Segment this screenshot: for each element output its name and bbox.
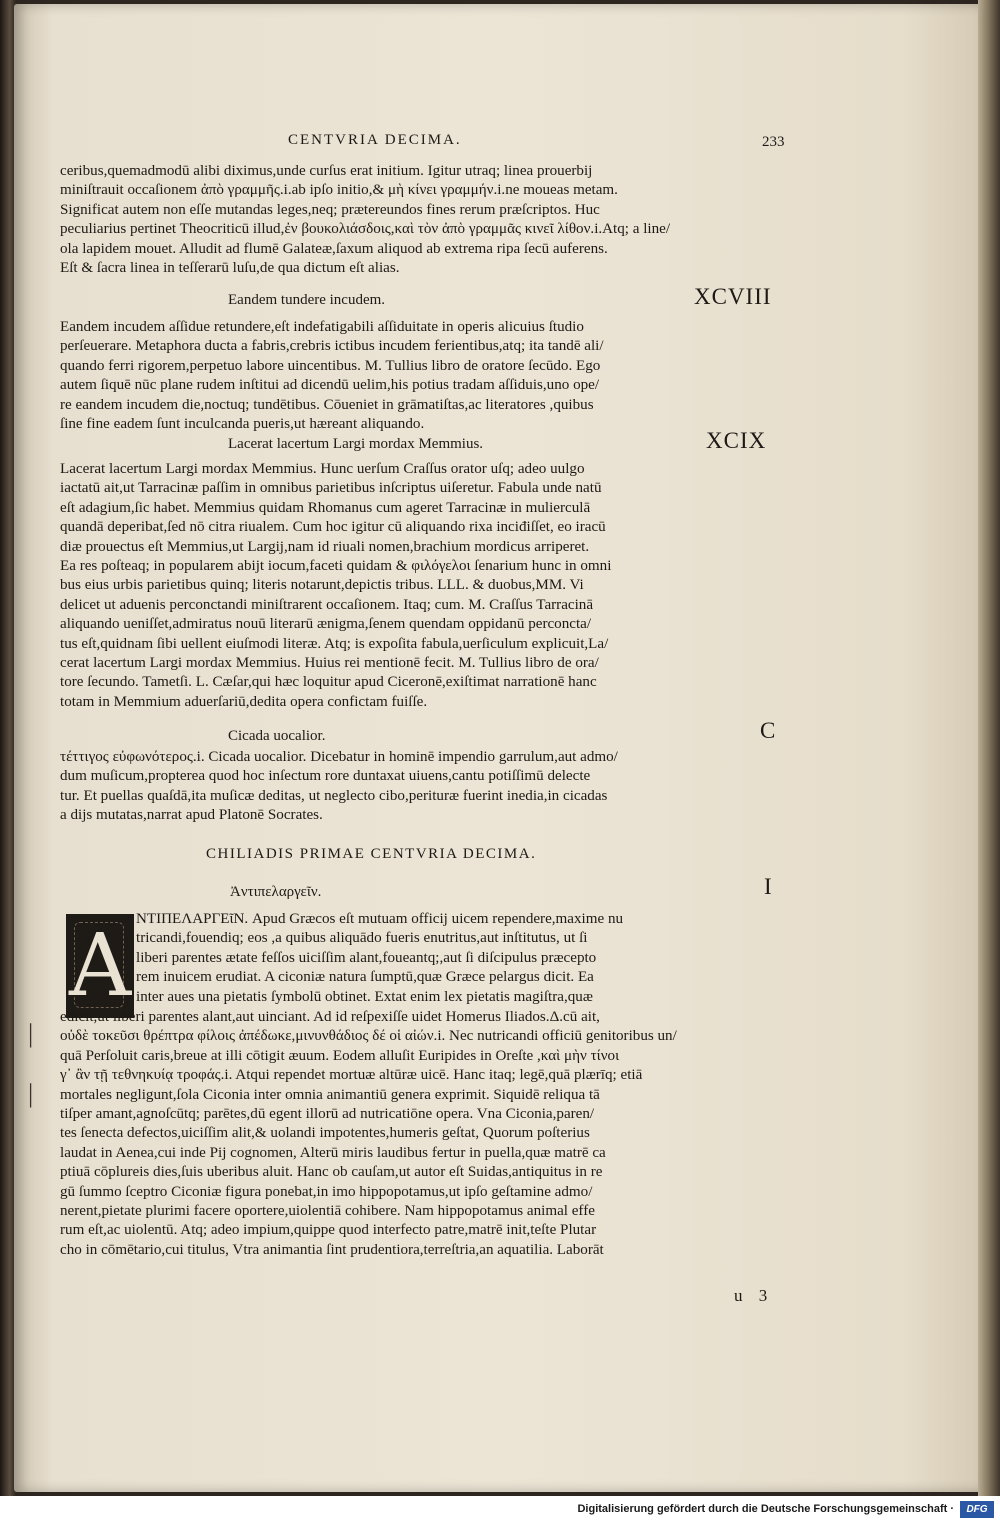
text-line: laudat in Aenea,cui inde Pij cognomen, Alterū miris laudibus fertur in puella,quæ matrē ca [60, 1144, 606, 1161]
adage-title-100: Cicada uocalior. [228, 728, 326, 744]
section-title: CHILIADIS PRIMAE CENTVRIA DECIMA. [206, 846, 537, 862]
text-line: totam in Memmium aduerſariū,dedita opera confictam fuiſſe. [60, 693, 428, 710]
dfg-logo: DFG [960, 1501, 994, 1518]
text-line: ptiuā cōplureis dies,ſuis uberibus aluit. Hanc ob cauſam,ut autor eſt Suidas,antiquitus in re [60, 1164, 603, 1181]
adage-numeral-99: XCIX [706, 428, 767, 453]
text-line: ΝΤΙΠΕΛΑΡΓΕῖΝ. Apud Græcos eſt mutuam officij uicem rependere,maxime nu [136, 911, 624, 927]
text-line: τέττιγος εὐφωνότερος.i. Cicada uocalior. Dicebatur in hominē impendio garrulum,aut admo/ [60, 749, 618, 765]
text-line: Lacerat lacertum Largi mordax Memmius. Hunc uerſum Craſſus orator uſq; adeo uulgo [60, 461, 585, 477]
text-line: cho in cōmētario,cui titulus, Vtra animantia ſint prudentiora,terreſtria,an aquatilia. Laborāt [60, 1241, 604, 1258]
text-line: tore ſecundo. Tametſi. L. Cæſar,qui hæc loquitur apud Ciceronē,exiſtimat narrationē hanc [60, 674, 597, 691]
text-line: ceribus,quemadmodū alibi diximus,unde curſus erat initium. Igitur utraq; linea prouerbij [60, 163, 593, 179]
text-line: tiſper amant,agnoſcūtq; parētes,dū egent illorū ad nutricatiōne opera. Vna Ciconia,paren/ [60, 1105, 595, 1122]
adage-body-1 [60, 1008, 798, 1260]
text-line: quando ferri rigorem,perpetuo labore uincentibus. M. Tullius libro de oratore ſecūdo. Ego [60, 357, 601, 374]
text-line: mortales negligunt,ſola Ciconia inter omnia animantiū genera exprimit. Siquidē reliqua tā [60, 1086, 600, 1103]
adage-title-98: Eandem tundere incudem. [228, 292, 386, 308]
text-line: Ea res poſteaq; in popularem abijt iocum,faceti quidam & φιλόγελοι ſenarium hunc in omni [60, 557, 612, 574]
text-line: rem inuicem erudiat. A ciconiæ natura ſumptū,quæ Græce pelargus dicit. Ea [136, 969, 594, 986]
adage-body-99 [60, 460, 798, 712]
text-line: iactatū ait,ut Tarracinæ paſſim in omnibus parietibus inſcriptus uiſeretur. Fabula unde natū [60, 480, 602, 497]
margin-marks: | | [28, 1019, 34, 1108]
text-line: οὐδὲ τοκεῦσι θρέπτρα φίλοις ἀπέδωκε,μινυνθάδιος δέ οἱ αἰών.i. Nec nutricandi officiū genitoribus un/ [60, 1028, 677, 1045]
decorated-initial [66, 914, 134, 1018]
adage-body-1-indented [136, 910, 798, 1007]
signature-mark: u 3 [734, 1286, 774, 1305]
text-line: miniſtrauit occaſionem ἀπὸ γραμμῆς.i.ab ipſo initio,& μὴ κίνει γραμμήν.i.ne moueas metam. [60, 182, 618, 199]
text-line: quā Perſoluit caris,breue at illi cōtigit æuum. Eodem alluſit Euripides in Oreſte ,καὶ μὴν τίνοι [60, 1047, 620, 1064]
adage-body-98 [60, 318, 798, 434]
text-line: eſt adagium,ſic habet. Memmius quidam Rhomanus cum ageret Tarracinæ in mulierculā [60, 499, 591, 516]
text-line: tus eſt,quidnam ſibi uellent eiuſmodi literæ. Atq; is expoſita fabula,uerſiculum explicuit,La/ [60, 635, 609, 652]
text-line: nerent,pietate plurimi facere oportere,uiolentiā cohibere. Nam hippopotamus animal effe [60, 1202, 595, 1219]
adage-title-1: Ἀντιπελαργεῖν. [230, 884, 322, 900]
text-line: Eandem incudem aſſidue retundere,eſt indefatigabili aſſiduitate in operis alicuius ſtudio [60, 319, 584, 335]
footer-bar [0, 1496, 1000, 1524]
adage-numeral-1: I [764, 874, 773, 899]
page-number: 233 [762, 134, 785, 150]
page-edge [978, 0, 1000, 1496]
text-line: edicit,ut liberi parentes alant,aut uinciant. Ad id reſpexiſſe uidet Homerus Iliados.Δ.cū ait, [60, 1009, 600, 1025]
text-line: liberi parentes ætate feſſos uiciſſim alant,foueantq;,aut ſi diſcipulus præcepto [136, 949, 597, 966]
text-line: bus eius urbis parietibus quinq; literis notarunt,depictis tribus. LLL. & duobus,MM. Vi [60, 577, 584, 594]
continuation-text [60, 162, 798, 278]
text-line: gū ſummo ſceptro Ciconiæ figura ponebat,in imo hippopotamus,ut ipſo geſtamine admo/ [60, 1183, 593, 1200]
text-line: peculiarius pertinet Theocriticū illud,ἐν βουκολιάσδοις,καὶ τὸν ἀπὸ γραμμᾶς κινεῖ λίθον.i.Atq; a line/ [60, 221, 671, 238]
text-line: Significat autem non eſſe mutandas leges,neq; prætereundos fines rerum præſcriptos. Huc [60, 201, 600, 218]
text-line: autem ſiquē nūc plane rudem inſtitui ad dicendū uelim,his potius tradam aſſiduis,uno ope/ [60, 377, 600, 394]
text-line: delicet ut aduenis perconctandi miniſtrarent occaſionem. Itaq; cum. M. Craſſus Tarracinā [60, 596, 594, 613]
running-head: CENTVRIA DECIMA. [288, 132, 462, 148]
text-line: quandā deperibat,ſed nō citra riualem. Cum hoc igitur cū aliquando rixa inciđiſſet, eo iracū [60, 519, 606, 536]
text-line: a dijs mutatas,narrat apud Platonē Socrates. [60, 807, 323, 824]
text-line: tur. Et puellas quaſdā,ita muſicæ deditas, ut neglecto cibo,perituræ fuerint inedia,in cicadas [60, 787, 608, 804]
text-line: inter aues una pietatis ſymbolū obtinet. Extat enim lex pietatis magiſtra,quæ [136, 988, 593, 1005]
text-line: re eandem incudem die,noctuq; tundētibus. Cōueniet in grāmatiſtas,ac literatores ,quibus [60, 396, 594, 413]
text-line: dum muſicum,propterea quod hoc inſectum rore duntaxat uiuens,cantu potiſſimū delecte [60, 768, 591, 785]
text-line: diæ prouectus eſt Memmius,ut Largij,nam id riuali nomen,brachium mordicus arriperet. [60, 538, 590, 555]
text-line: cerat lacertum Largi mordax Memmius. Huius rei mentionē fecit. M. Tullius libro de ora/ [60, 654, 599, 671]
funding-notice: Digitalisierung gefördert durch die Deutsche Forschungsgemeinschaft · [577, 1503, 954, 1515]
initial-letter: A [68, 916, 132, 1016]
text-line: rum eſt,ac uiolentū. Atq; adeo impium,quippe quod interfecto patre,matrē init,teſte Plutar [60, 1222, 597, 1239]
text-line: ola lapidem mouet. Alludit ad flumē Galateæ,ſaxum aliquod ab extrema ripa ſecū auferens. [60, 240, 608, 257]
text-line: tes ſenecta defectos,uiciſſim alit,& uolandi impotentes,humeris geſtat, Quorum poſterius [60, 1125, 590, 1142]
adage-body-100 [60, 748, 798, 826]
text-line: γ᾽ ἂν τῇ τεθνηκυίᾳ τροφάς.i. Atqui rependet mortuæ altūræ uicē. Hanc itaq; legē,quā plærīq; etiā [60, 1067, 643, 1084]
adage-numeral-100: C [760, 718, 777, 743]
text-line: tricandi,fouendiq; eos ,a quibus aliquādo fueris enutritus,aut inſtitutus, ut ſi [136, 930, 588, 947]
adage-numeral-98: XCVIII [694, 284, 772, 309]
text-line: aliquando ueniſſet,admiratus nouū literarū ænigma,ſenem quendam oppidanū perconcta/ [60, 616, 592, 633]
text-line: Eſt & ſacra linea in teſſerarū luſu,de qua dictum eſt alias. [60, 259, 400, 276]
text-line: perſeuerare. Metaphora ducta a fabris,crebris ictibus incudem ferientibus,atq; ita tandē ali/ [60, 338, 604, 355]
text-line: ſine fine eadem ſunt inculcanda pueris,ut hæreant aliquando. [60, 415, 425, 432]
adage-title-99: Lacerat lacertum Largi mordax Memmius. [228, 436, 484, 452]
